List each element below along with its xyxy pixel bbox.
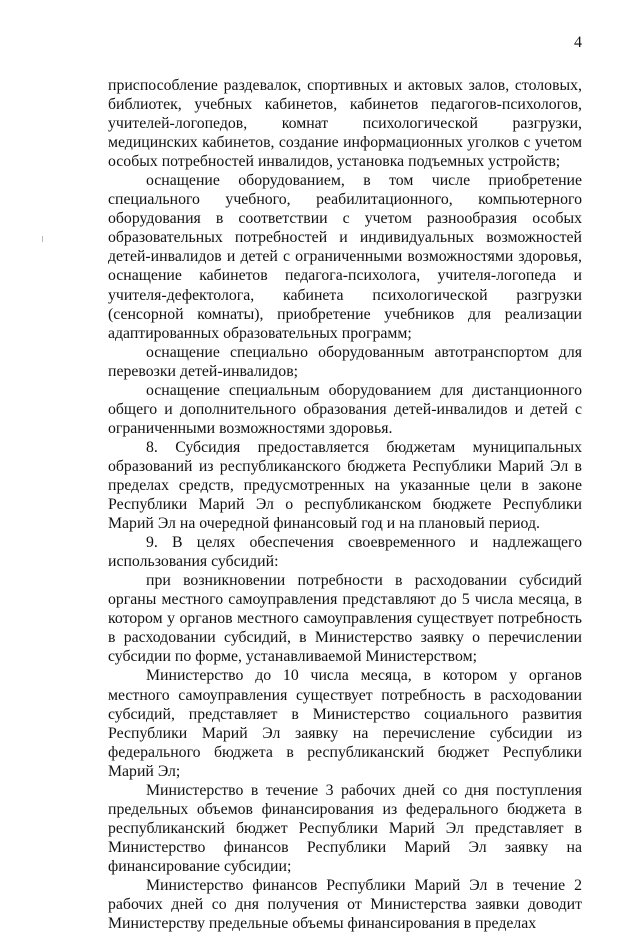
paragraph-adaptation-rooms: приспособление раздевалок, спортивных и актовых залов, столовых, библиотек, учебных кабинетов, кабинетов педагогов-психологов, учителей-логопедов, комнат психологической разгрузки, медицинских кабинетов, создание информационных уголков с учетом особых потребностей инвалидов, установка подъемных устройств; (108, 77, 582, 171)
paragraph-distance-learning: оснащение специальным оборудованием для дистанционного общего и дополнительного образования детей-инвалидов и детей с ограниченными возможностями здоровья. (108, 381, 582, 437)
document-body (108, 76, 582, 933)
page-number: 4 (574, 34, 582, 51)
paragraph-transport: оснащение специально оборудованным автотранспортом для перевозки детей-инвалидов; (108, 343, 582, 380)
paragraph-funding-request: Министерство в течение 3 рабочих дней со дня поступления предельных объемов финансирования из федерального бюджета в республиканский бюджет Республики Марий Эл представляет в Министерство финансов Республики Марий Эл заявку на финансирование субсидии; (108, 781, 582, 875)
paragraph-local-government-request: при возникновении потребности в расходовании субсидий органы местного самоуправления представляют до 5 числа месяца, в котором у органов местного самоуправления существует потребность в расходовании субсидий, в Министерство заявку о перечислении субсидии по форме, устанавливаемой Министерством; (108, 572, 582, 666)
scan-margin-mark (42, 236, 43, 242)
paragraph-ministry-request: Министерство до 10 числа месяца, в котором у органов местного самоуправления существует потребность в расходовании субсидий, представляет в Министерство социального развития Республики Марий Эл заявку на перечисление субсидии из федерального бюджета в республиканский бюджет Республики Марий Эл; (108, 667, 582, 780)
paragraph-equipment: оснащение оборудованием, в том числе приобретение специального учебного, реабилитационного, компьютерного оборудования в соответствии с учетом разнообразия особых образовательных потребностей и индивидуальных возможностей детей-инвалидов и детей с ограниченными возможностями здоровья, оснащение кабинетов педагога-психолога, учителя-логопеда и учителя-дефектолога, кабинета психологической разгрузки (сенсорной комнаты), приобретение учебников для реализации адаптированных образовательных программ; (108, 172, 582, 342)
paragraph-clause-8: 8. Субсидия предоставляется бюджетам муниципальных образований из республиканского бюджета Республики Марий Эл в пределах средств, предусмотренных на указанные цели в законе Республики Марий Эл о республиканском бюджете Республики Марий Эл на очередной финансовый год и на плановый период. (108, 438, 582, 533)
paragraph-finance-ministry: Министерство финансов Республики Марий Эл в течение 2 рабочих дней со дня получения от Министерства заявки доводит Министерству предельные объемы финансирования в пределах (108, 876, 582, 933)
paragraph-clause-9: 9. В целях обеспечения своевременного и надлежащего использования субсидий: (108, 534, 582, 571)
